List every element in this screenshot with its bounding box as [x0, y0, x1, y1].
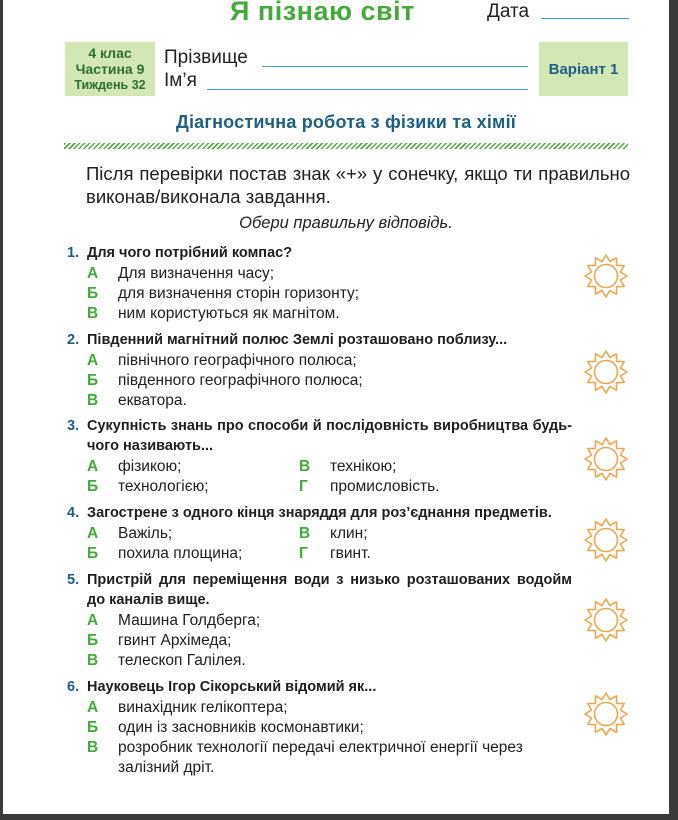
answer-options — [67, 457, 572, 497]
question-label: Південний магнітний полюс Землі розташовано поблизу... — [87, 332, 508, 348]
option-letter: Б — [87, 372, 99, 389]
option-letter: А — [87, 699, 99, 716]
answer-option[interactable] — [67, 351, 572, 371]
variant-badge: Варіант 1 — [539, 42, 628, 96]
question-text — [67, 416, 572, 456]
option-letter: А — [87, 612, 99, 629]
question-number: 3. — [67, 418, 80, 434]
answer-option[interactable] — [67, 264, 572, 284]
question-number: 2. — [67, 332, 80, 348]
answer-option-row — [67, 544, 572, 564]
answer-option[interactable] — [67, 284, 572, 304]
answer-option[interactable] — [67, 391, 572, 411]
option-letter: А — [87, 352, 99, 369]
option-letter: В — [87, 652, 99, 669]
question-number: 1. — [67, 245, 80, 261]
option-letter: А — [87, 458, 99, 475]
week-label: Тиждень 32 — [74, 78, 146, 92]
option-text: ним користуються як магнітом. — [118, 305, 340, 322]
answer-option[interactable] — [67, 651, 572, 671]
question-1 — [67, 243, 572, 324]
question-4 — [67, 503, 572, 564]
book-title: Я пізнаю світ — [230, 0, 415, 26]
option-text: похила площина; — [118, 545, 243, 562]
sun-icon[interactable] — [583, 253, 629, 299]
answer-option[interactable] — [67, 544, 299, 564]
answer-option[interactable] — [299, 544, 371, 564]
work-title: Діагностична робота з фізики та хімії — [175, 112, 517, 132]
grade-info-box — [65, 42, 155, 96]
question-text — [67, 243, 572, 263]
option-text: винахідник гелікоптера; — [118, 699, 288, 716]
question-text — [67, 503, 572, 523]
answer-option[interactable] — [67, 738, 572, 778]
page-border-bottom — [0, 814, 678, 820]
answer-option[interactable] — [67, 371, 572, 391]
option-text: південного географічного полюса; — [118, 372, 363, 389]
option-text: Для визначення часу; — [118, 265, 275, 282]
option-text: розробник технології передачі електричної енергії через залізний дріт. — [118, 739, 523, 776]
option-letter: В — [299, 458, 311, 475]
option-letter: Б — [87, 478, 99, 495]
question-6 — [67, 677, 572, 778]
sun-icon[interactable] — [583, 349, 629, 395]
option-letter: Б — [87, 719, 99, 736]
option-letter: Б — [87, 632, 99, 649]
question-label: Пристрій для переміщення води з низько розташованих водойм до каналів вище. — [87, 572, 572, 608]
answer-options — [67, 524, 572, 564]
answer-option[interactable] — [67, 524, 299, 544]
option-text: телескоп Галілея. — [118, 652, 246, 669]
option-letter: В — [299, 525, 311, 542]
answer-options — [67, 698, 572, 778]
answer-option[interactable] — [299, 524, 368, 544]
option-text: північного географічного полюса; — [118, 352, 357, 369]
option-letter: Г — [299, 478, 308, 495]
question-number: 6. — [67, 679, 80, 695]
option-text: технологією; — [118, 478, 209, 495]
option-letter: Г — [299, 545, 308, 562]
option-letter: В — [87, 392, 99, 409]
question-label: Сукупність знань про способи й послідовність виробництва будь-чого називають... — [87, 418, 572, 454]
answer-option[interactable] — [67, 718, 572, 738]
answer-option[interactable] — [299, 457, 396, 477]
option-letter: А — [87, 265, 99, 282]
sun-icon[interactable] — [583, 691, 629, 737]
answer-option[interactable] — [67, 698, 572, 718]
option-text: клин; — [330, 525, 368, 542]
question-3 — [67, 416, 572, 497]
option-text: гвинт Архімеда; — [118, 632, 232, 649]
sun-icon[interactable] — [583, 436, 629, 482]
answer-option[interactable] — [67, 631, 572, 651]
option-text: для визначення сторін горизонту; — [118, 285, 360, 302]
option-letter: Б — [87, 545, 99, 562]
question-text — [67, 677, 572, 697]
question-number: 4. — [67, 505, 80, 521]
sun-icon[interactable] — [583, 517, 629, 563]
surname-label: Прізвище — [164, 47, 248, 68]
answer-options — [67, 351, 572, 411]
question-label: Науковець Ігор Сікорський відомий як... — [87, 679, 377, 695]
question-5 — [67, 570, 572, 671]
surname-field[interactable] — [262, 66, 528, 67]
question-text — [67, 330, 572, 350]
answer-option[interactable] — [299, 477, 439, 497]
option-letter: В — [87, 739, 99, 756]
question-number: 5. — [67, 572, 80, 588]
instruction-text: Після перевірки постав знак «+» у сонечку, якщо ти правильно виконав/виконала завдання. — [86, 163, 630, 207]
option-text: гвинт. — [330, 545, 371, 562]
option-text: один із засновників космонавтики; — [118, 719, 364, 736]
answer-option-row — [67, 457, 572, 477]
answer-options — [67, 264, 572, 324]
option-text: Машина Голдберга; — [118, 612, 261, 629]
hatched-divider — [64, 143, 628, 149]
question-2 — [67, 330, 572, 411]
option-text: фізикою; — [118, 458, 182, 475]
question-label: Загострене з одного кінця знаряддя для роз’єднання предметів. — [87, 505, 552, 521]
answer-option-row — [67, 524, 572, 544]
answer-options — [67, 611, 572, 671]
option-text: екватора. — [118, 392, 187, 409]
grade-label: 4 клас — [88, 45, 132, 61]
question-text — [67, 570, 572, 610]
choose-answer-label: Обери правильну відповідь. — [239, 214, 453, 232]
option-text: технікою; — [330, 458, 397, 475]
answer-option[interactable] — [67, 477, 299, 497]
date-label: Дата — [487, 1, 530, 22]
option-letter: Б — [87, 285, 99, 302]
answer-option[interactable] — [67, 304, 572, 324]
answer-option[interactable] — [67, 457, 299, 477]
name-label: Ім’я — [164, 70, 197, 91]
part-label: Частина 9 — [75, 61, 145, 77]
option-letter: В — [87, 305, 99, 322]
answer-option-row — [67, 477, 572, 497]
option-text: промисловість. — [330, 478, 440, 495]
name-field[interactable] — [207, 89, 528, 90]
sun-icon[interactable] — [583, 597, 629, 643]
answer-option[interactable] — [67, 611, 572, 631]
question-label: Для чого потрібний компас? — [87, 245, 293, 261]
date-field[interactable] — [541, 18, 629, 19]
option-letter: А — [87, 525, 99, 542]
option-text: Важіль; — [118, 525, 173, 542]
